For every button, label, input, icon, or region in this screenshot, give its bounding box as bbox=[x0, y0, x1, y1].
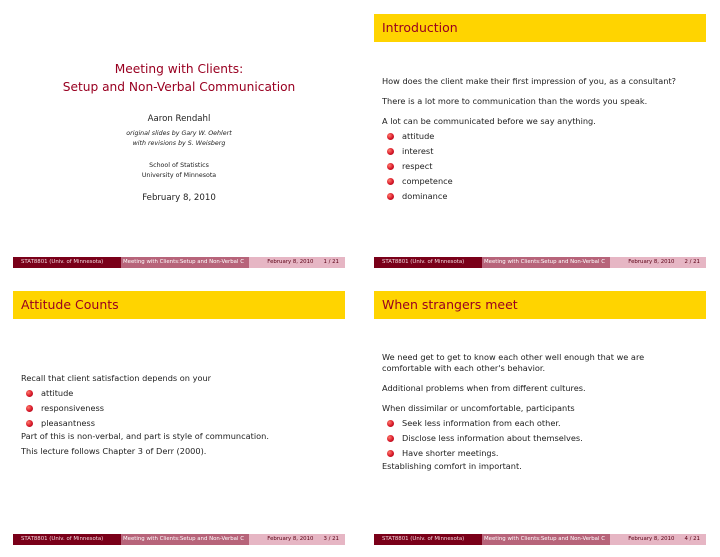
list-item: pleasantness bbox=[21, 418, 337, 429]
slide-2 bbox=[374, 14, 706, 268]
slide-title: When strangers meet bbox=[382, 297, 518, 312]
footer-date-page bbox=[610, 534, 706, 545]
paragraph: When dissimilar or uncomfortable, participants bbox=[382, 403, 575, 413]
bullet-icon bbox=[387, 148, 394, 155]
paragraph-line: We need get to get to know each other well enough that we are bbox=[382, 352, 645, 362]
bullet-icon bbox=[387, 133, 394, 140]
paragraph-line: comfortable with each other's behavior. bbox=[382, 363, 546, 373]
institution-line-1: School of Statistics bbox=[149, 162, 209, 169]
list-item: responsiveness bbox=[21, 403, 337, 414]
list-item: Seek less information from each other. bbox=[382, 418, 698, 429]
list-item: competence bbox=[382, 176, 698, 187]
bullet-list bbox=[382, 418, 698, 459]
footer-author: STAT8801 (Univ. of Minnesota) bbox=[374, 534, 482, 545]
footer-short-title: Meeting with Clients:Setup and Non-Verbal C bbox=[121, 257, 249, 268]
slide-footer bbox=[374, 534, 706, 545]
bullet-icon bbox=[387, 450, 394, 457]
presentation-title-line1: Meeting with Clients: bbox=[114, 62, 244, 76]
footer-author: STAT8801 (Univ. of Minnesota) bbox=[13, 257, 121, 268]
paragraph: A lot can be communicated before we say anything. bbox=[382, 116, 596, 126]
bullet-list bbox=[382, 131, 698, 202]
footer-date-page bbox=[249, 257, 345, 268]
paragraph: This lecture follows Chapter 3 of Derr (2000). bbox=[21, 446, 207, 456]
bullet-icon bbox=[387, 435, 394, 442]
page-number: 4 / 21 bbox=[684, 536, 700, 542]
bullet-icon bbox=[387, 163, 394, 170]
paragraph: How does the client make their first impression of you, as a consultant? bbox=[382, 76, 676, 86]
credit-line-1: original slides by Gary W. Oehlert bbox=[126, 130, 232, 137]
paragraph: Establishing comfort in important. bbox=[382, 461, 522, 471]
bullet-icon bbox=[26, 420, 33, 427]
slide-footer bbox=[13, 534, 345, 545]
paragraph: Additional problems when from different cultures. bbox=[382, 383, 586, 393]
footer-author: STAT8801 (Univ. of Minnesota) bbox=[13, 534, 121, 545]
list-item: Have shorter meetings. bbox=[382, 448, 698, 459]
footer-date: February 8, 2010 bbox=[628, 536, 675, 542]
bullet-icon bbox=[387, 178, 394, 185]
slide-3 bbox=[13, 291, 345, 545]
slide-1 bbox=[13, 14, 345, 268]
bullet-icon bbox=[387, 420, 394, 427]
footer-date-page bbox=[610, 257, 706, 268]
slide-title: Introduction bbox=[382, 20, 458, 35]
slide-body bbox=[382, 352, 698, 476]
slide-body bbox=[21, 373, 337, 461]
list-item: attitude bbox=[21, 388, 337, 399]
slide-footer bbox=[374, 257, 706, 268]
footer-date: February 8, 2010 bbox=[267, 536, 314, 542]
slide-title-bar bbox=[13, 291, 345, 319]
footer-author: STAT8801 (Univ. of Minnesota) bbox=[374, 257, 482, 268]
bullet-icon bbox=[387, 193, 394, 200]
footer-date: February 8, 2010 bbox=[267, 259, 314, 265]
bullet-icon bbox=[26, 390, 33, 397]
bullet-icon bbox=[26, 405, 33, 412]
page-number: 3 / 21 bbox=[323, 536, 339, 542]
footer-short-title: Meeting with Clients:Setup and Non-Verbal C bbox=[121, 534, 249, 545]
footer-short-title: Meeting with Clients:Setup and Non-Verbal C bbox=[482, 534, 610, 545]
list-item: attitude bbox=[382, 131, 698, 142]
institution-line-2: University of Minnesota bbox=[141, 172, 217, 179]
bullet-list bbox=[21, 388, 337, 429]
credit-line-2: with revisions by S. Weisberg bbox=[132, 140, 226, 147]
footer-short-title: Meeting with Clients:Setup and Non-Verbal C bbox=[482, 257, 610, 268]
page-number: 2 / 21 bbox=[684, 259, 700, 265]
presentation-title-line2: Setup and Non-Verbal Communication bbox=[62, 80, 296, 94]
slide-body bbox=[382, 76, 698, 206]
slide-title-bar bbox=[374, 14, 706, 42]
footer-date-page bbox=[249, 534, 345, 545]
slide-title: Attitude Counts bbox=[21, 297, 119, 312]
slide-footer bbox=[13, 257, 345, 268]
list-item: Disclose less information about themselves. bbox=[382, 433, 698, 444]
paragraph: There is a lot more to communication than the words you speak. bbox=[382, 96, 648, 106]
list-item: dominance bbox=[382, 191, 698, 202]
presentation-date: February 8, 2010 bbox=[142, 193, 216, 203]
slide-title-bar bbox=[374, 291, 706, 319]
paragraph: Part of this is non-verbal, and part is style of communcation. bbox=[21, 431, 269, 441]
page-number: 1 / 21 bbox=[323, 259, 339, 265]
footer-date: February 8, 2010 bbox=[628, 259, 675, 265]
author-name: Aaron Rendahl bbox=[147, 114, 211, 124]
list-item: interest bbox=[382, 146, 698, 157]
paragraph: Recall that client satisfaction depends on your bbox=[21, 373, 212, 383]
list-item: respect bbox=[382, 161, 698, 172]
slide-4 bbox=[374, 291, 706, 545]
